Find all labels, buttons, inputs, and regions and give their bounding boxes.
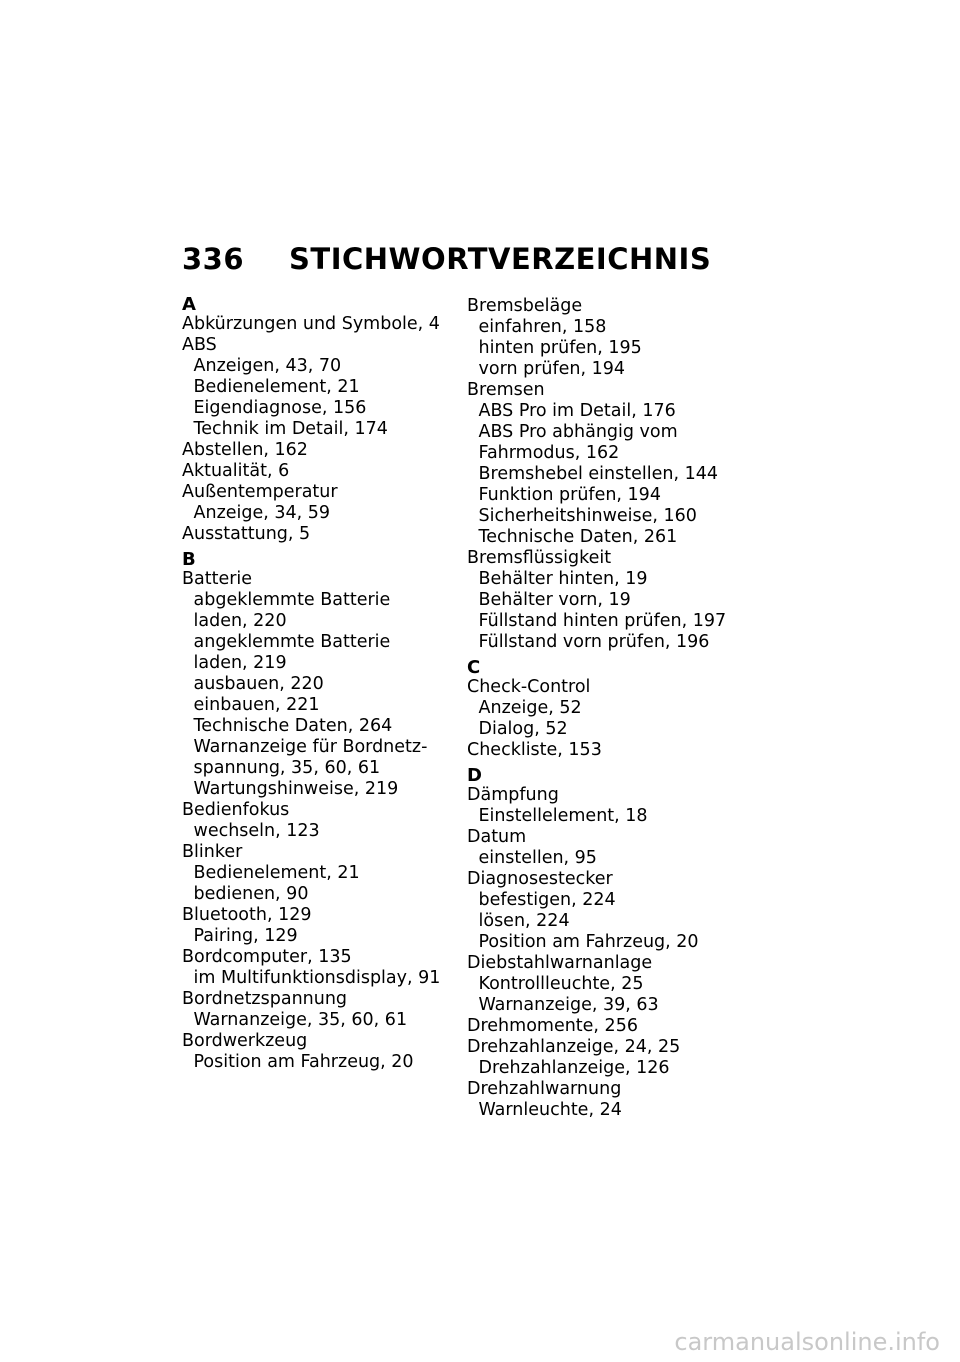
page-title (182, 242, 711, 276)
index-entry: Diagnosestecker (467, 869, 613, 889)
index-subentry: im Multifunktionsdisplay, 91 (193, 968, 441, 988)
index-subentry: befestigen, 224 (478, 890, 616, 910)
watermark-text[interactable]: carmanualsonline.info (674, 1328, 940, 1356)
index-subentry: Anzeige, 52 (478, 698, 582, 718)
index-subentry: Technische Daten, 261 (478, 527, 678, 547)
index-subentry: Bedienelement, 21 (193, 863, 360, 883)
index-subentry: Kontrollleuchte, 25 (478, 974, 644, 994)
index-entry: Abkürzungen und Symbole, 4 (182, 314, 440, 334)
index-entry: Bedienfokus (182, 800, 290, 820)
index-subentry: Warnanzeige, 39, 63 (478, 995, 659, 1015)
index-entry: Außentemperatur (182, 482, 338, 502)
index-subentry: Eigendiagnose, 156 (193, 398, 367, 418)
index-subentry: abgeklemmte Batterie (193, 590, 391, 610)
index-subentry: Warnleuchte, 24 (478, 1100, 622, 1120)
index-letter: D (467, 765, 482, 786)
index-subentry: Technik im Detail, 174 (193, 419, 388, 439)
index-entry: Drehzahlanzeige, 24, 25 (467, 1037, 681, 1057)
index-subentry: Funktion prüfen, 194 (478, 485, 661, 505)
index-subentry: laden, 220 (193, 611, 287, 631)
index-subentry: wechseln, 123 (193, 821, 320, 841)
index-subentry: einbauen, 221 (193, 695, 320, 715)
index-subentry: vorn prüfen, 194 (478, 359, 626, 379)
index-entry: Checkliste, 153 (467, 740, 602, 760)
index-subentry: Warnanzeige für Bordnetz- (193, 737, 428, 757)
index-subentry: Sicherheitshinweise, 160 (478, 506, 697, 526)
index-subentry: Technische Daten, 264 (193, 716, 393, 736)
index-entry: Bremsflüssigkeit (467, 548, 612, 568)
index-subentry: Bedienelement, 21 (193, 377, 360, 397)
index-subentry: Fahrmodus, 162 (478, 443, 620, 463)
index-subentry: Füllstand hinten prüfen, 197 (478, 611, 727, 631)
index-entry: Datum (467, 827, 527, 847)
index-letter: A (182, 294, 196, 315)
index-subentry: Wartungshinweise, 219 (193, 779, 399, 799)
index-entry: Drehmomente, 256 (467, 1016, 638, 1036)
index-subentry: Behälter vorn, 19 (478, 590, 631, 610)
index-subentry: Bremshebel einstellen, 144 (478, 464, 718, 484)
index-subentry: Dialog, 52 (478, 719, 568, 739)
index-letter: B (182, 549, 196, 570)
index-column-right (467, 296, 757, 1121)
index-entry: Drehzahlwarnung (467, 1079, 622, 1099)
index-entry: Bremsbeläge (467, 296, 583, 316)
index-entry: Bordcomputer, 135 (182, 947, 352, 967)
index-entry: Check-Control (467, 677, 591, 697)
index-entry: Blinker (182, 842, 243, 862)
index-subentry: hinten prüfen, 195 (478, 338, 642, 358)
index-column-left (182, 296, 452, 1073)
index-subentry: bedienen, 90 (193, 884, 309, 904)
index-subentry: Behälter hinten, 19 (478, 569, 648, 589)
index-entry: Bordnetzspannung (182, 989, 348, 1009)
section-title: STICHWORTVERZEICHNIS (289, 242, 712, 276)
index-subentry: Pairing, 129 (193, 926, 298, 946)
index-entry: Aktualität, 6 (182, 461, 290, 481)
index-subentry: ausbauen, 220 (193, 674, 324, 694)
index-entry: Diebstahlwarnanlage (467, 953, 653, 973)
index-subentry: lösen, 224 (478, 911, 570, 931)
index-subentry: einstellen, 95 (478, 848, 597, 868)
index-subentry: Drehzahlanzeige, 126 (478, 1058, 670, 1078)
index-subentry: Position am Fahrzeug, 20 (478, 932, 699, 952)
index-subentry: laden, 219 (193, 653, 287, 673)
index-entry: ABS (182, 335, 217, 355)
index-subentry: Anzeigen, 43, 70 (193, 356, 342, 376)
index-subentry: ABS Pro abhängig vom (478, 422, 678, 442)
index-entry: Ausstattung, 5 (182, 524, 311, 544)
index-subentry: angeklemmte Batterie (193, 632, 391, 652)
index-entry: Bluetooth, 129 (182, 905, 312, 925)
index-entry: Batterie (182, 569, 253, 589)
index-entry: Bordwerkzeug (182, 1031, 308, 1051)
index-subentry: Einstellelement, 18 (478, 806, 648, 826)
page-number: 336 (182, 242, 245, 276)
index-subentry: Anzeige, 34, 59 (193, 503, 331, 523)
index-letter: C (467, 657, 481, 678)
index-subentry: spannung, 35, 60, 61 (193, 758, 381, 778)
index-subentry: einfahren, 158 (478, 317, 607, 337)
index-entry: Bremsen (467, 380, 545, 400)
index-subentry: Position am Fahrzeug, 20 (193, 1052, 414, 1072)
index-entry: Dämpfung (467, 785, 559, 805)
index-subentry: ABS Pro im Detail, 176 (478, 401, 676, 421)
index-entry: Abstellen, 162 (182, 440, 308, 460)
index-subentry: Warnanzeige, 35, 60, 61 (193, 1010, 408, 1030)
index-subentry: Füllstand vorn prüfen, 196 (478, 632, 710, 652)
